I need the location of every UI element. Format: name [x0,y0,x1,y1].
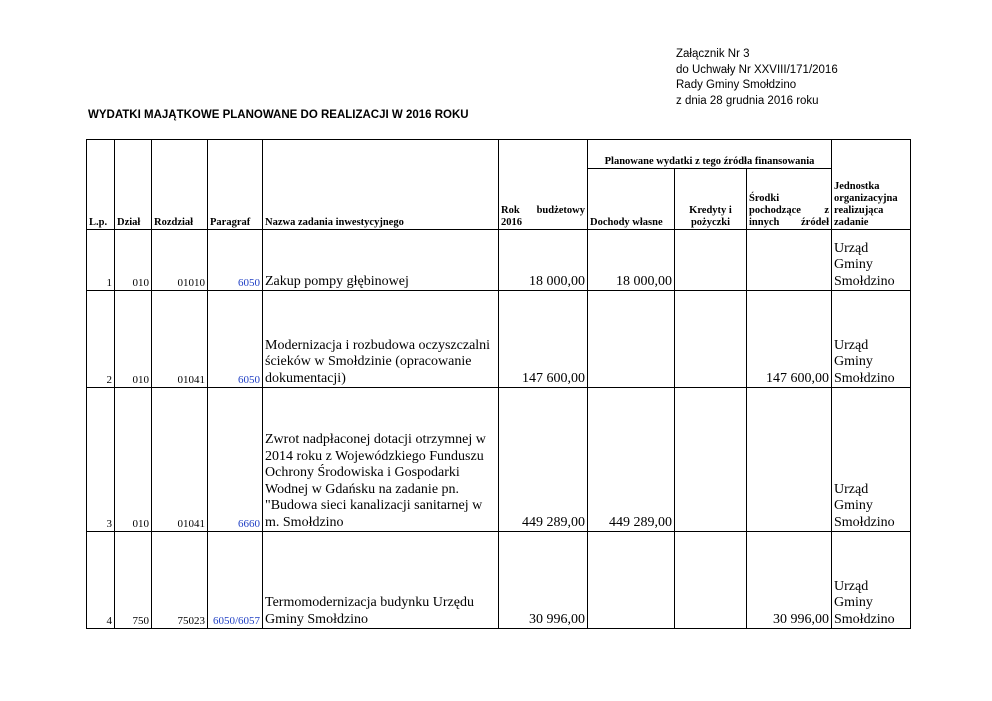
cell-rozdzial: 75023 [152,532,208,629]
table-row [87,388,911,532]
cell-jednostka: Urząd Gminy Smołdzino [832,291,911,388]
cell-kredyty [675,532,747,629]
header-rok: Rok budżetowy 2016 [499,140,588,230]
cell-dzial: 010 [115,388,152,532]
cell-paragraf: 6050/6057 [208,532,263,629]
cell-kredyty [675,230,747,291]
attachment-line: Rady Gminy Smołdzino [676,79,797,92]
cell-rozdzial: 01041 [152,388,208,532]
header-lp: L.p. [87,140,115,230]
cell-dzial: 010 [115,230,152,291]
attachment-note [676,47,838,109]
attachment-line: do Uchwały Nr XXVIII/171/2016 [676,63,838,76]
cell-srodki: 30 996,00 [747,532,832,629]
header-jednostka: Jednostka organizacyjna realizująca zadanie [832,140,911,230]
cell-rok: 18 000,00 [499,230,588,291]
cell-srodki [747,388,832,532]
table-row [87,291,911,388]
cell-kredyty [675,291,747,388]
cell-rozdzial: 01010 [152,230,208,291]
cell-jednostka: Urząd Gminy Smołdzino [832,230,911,291]
cell-dochody: 18 000,00 [588,230,675,291]
cell-dochody [588,532,675,629]
cell-rok: 147 600,00 [499,291,588,388]
cell-srodki: 147 600,00 [747,291,832,388]
header-rozdzial: Rozdział [152,140,208,230]
cell-paragraf: 6050 [208,230,263,291]
cell-lp: 2 [87,291,115,388]
header-dochody: Dochody własne [588,169,675,230]
cell-lp: 1 [87,230,115,291]
expenditure-table [86,139,911,629]
header-kredyty: Kredyty i pożyczki [675,169,747,230]
cell-srodki [747,230,832,291]
cell-lp: 3 [87,388,115,532]
cell-rok: 30 996,00 [499,532,588,629]
table-row [87,532,911,629]
cell-lp: 4 [87,532,115,629]
cell-dzial: 010 [115,291,152,388]
cell-rok: 449 289,00 [499,388,588,532]
table-row [87,230,911,291]
cell-nazwa: Termomodernizacja budynku Urzędu Gminy Smołdzino [263,532,499,629]
cell-jednostka: Urząd Gminy Smołdzino [832,532,911,629]
cell-dochody: 449 289,00 [588,388,675,532]
attachment-line: Załącznik Nr 3 [676,48,750,60]
header-srodki: Środki pochodzące z innych źródeł [747,169,832,230]
cell-dochody [588,291,675,388]
header-planowane: Planowane wydatki z tego źródła finansowania [588,140,832,169]
document-title: WYDATKI MAJĄTKOWE PLANOWANE DO REALIZACJI W 2016 ROKU [88,109,469,121]
cell-jednostka: Urząd Gminy Smołdzino [832,388,911,532]
header-dzial: Dział [115,140,152,230]
cell-paragraf: 6660 [208,388,263,532]
header-nazwa: Nazwa zadania inwestycyjnego [263,140,499,230]
header-paragraf: Paragraf [208,140,263,230]
cell-nazwa: Zwrot nadpłaconej dotacji otrzymnej w 2014 roku z Wojewódzkiego Funduszu Ochrony Środowiska i Gospodarki Wodnej w Gdańsku na zadanie pn. "Budowa sieci kanalizacji sanitarnej w m. Smołdzino [263,388,499,532]
cell-nazwa: Zakup pompy głębinowej [263,230,499,291]
cell-dzial: 750 [115,532,152,629]
cell-kredyty [675,388,747,532]
cell-rozdzial: 01041 [152,291,208,388]
cell-paragraf: 6050 [208,291,263,388]
cell-nazwa: Modernizacja i rozbudowa oczyszczalni ścieków w Smołdzinie (opracowanie dokumentacji) [263,291,499,388]
attachment-line: z dnia 28 grudnia 2016 roku [676,94,819,107]
